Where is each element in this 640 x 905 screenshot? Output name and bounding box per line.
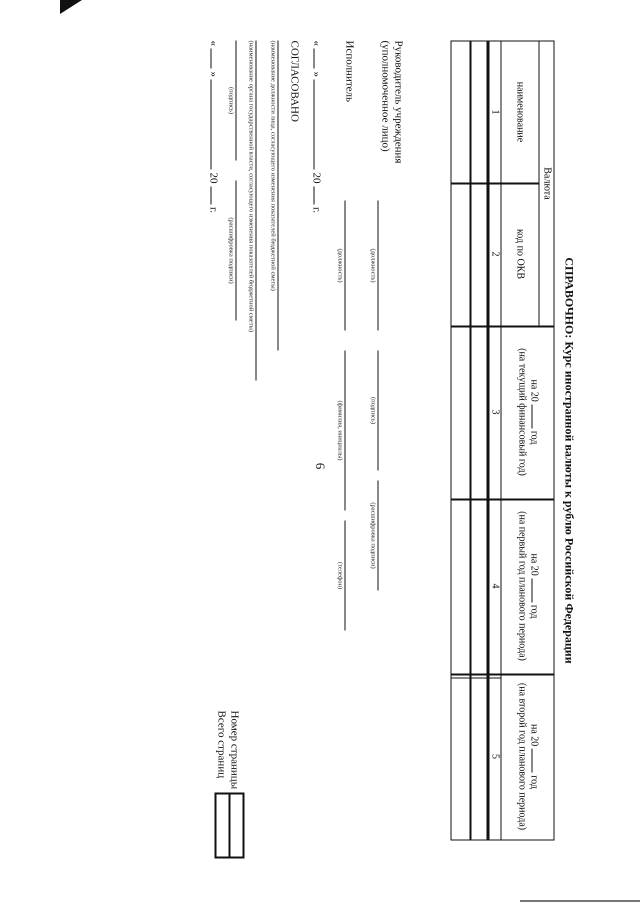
- agreed-signature-line: [235, 40, 236, 160]
- date-1: [309, 40, 322, 213]
- year-blank: [531, 404, 541, 428]
- col-header-current-year-desc: (на текущий финансовый год): [516, 347, 527, 476]
- agreed-position-line: [277, 40, 278, 350]
- agreed-signature-caption: (подпись): [227, 86, 234, 114]
- currency-group-header: Валюта: [541, 166, 552, 200]
- date-1-close: »: [310, 71, 322, 77]
- head-position-caption: (должность): [369, 247, 376, 283]
- col-header-name-text: наименование: [514, 81, 525, 142]
- executor-fio-caption: (фамилия, инициалы): [336, 400, 343, 460]
- page-number: 6: [313, 462, 328, 470]
- executor-phone-caption: (телефон): [336, 561, 343, 589]
- col-header-plan-year-1-suffix: год: [528, 604, 539, 618]
- page-counter-labels: [214, 710, 240, 790]
- col-number-4: 4: [489, 583, 500, 588]
- page-total-label: Всего страниц: [215, 710, 227, 778]
- executor-position-caption: (должность): [336, 247, 343, 283]
- date-2: [206, 40, 219, 213]
- head-position-line: [377, 200, 378, 330]
- date-2-year: 20: [207, 172, 219, 183]
- agreed-organ-caption: (наименование органа государственной власти, согласующего изменения показателей бюджетной сметы): [247, 40, 254, 332]
- page-counter-box: [214, 792, 244, 858]
- col-number-2: 2: [489, 251, 500, 256]
- date-2-suffix: г.: [207, 206, 219, 213]
- agreed-label: СОГЛАСОВАНО: [288, 40, 300, 122]
- col-header-name: [513, 41, 525, 182]
- col-header-plan-year-2: [515, 673, 541, 839]
- head-decoded-line: [377, 480, 378, 590]
- page-current-label: Номер страницы: [228, 710, 240, 789]
- col-header-plan-year-2-prefix: на 20: [528, 723, 539, 746]
- head-decoded-caption: (расшифровка подписи): [369, 501, 376, 569]
- form-title: СПРАВОЧНО: Курс иностранной валюты к рублю Российской Федерации: [562, 256, 576, 664]
- head-label: [378, 40, 404, 163]
- executor-label: Исполнитель: [343, 40, 355, 102]
- col-header-current-year-suffix: год: [528, 430, 539, 444]
- agreed-organ-line: [255, 40, 256, 380]
- col-number-1: 1: [489, 109, 500, 114]
- currency-rate-table: [450, 40, 554, 840]
- bottom-edge-rule: [520, 900, 640, 902]
- head-signature-line: [377, 350, 378, 470]
- col-header-okv-text: код по ОКВ: [514, 228, 525, 279]
- col-header-current-year-prefix: на 20: [528, 379, 539, 402]
- col-number-3: 3: [489, 409, 500, 414]
- head-label-line2: (уполномоченное лицо): [379, 40, 391, 152]
- year-blank: [531, 578, 541, 602]
- col-header-current-year: [515, 325, 541, 498]
- col-header-plan-year-1-prefix: на 20: [528, 553, 539, 576]
- head-label-line1: Руководитель учреждения: [392, 40, 404, 163]
- col-header-plan-year-1: [515, 498, 541, 673]
- col-header-plan-year-1-desc: (на первый год планового периода): [516, 510, 527, 661]
- col-header-plan-year-2-suffix: год: [528, 774, 539, 789]
- head-signature-caption: (подпись): [369, 396, 376, 424]
- executor-fio-line: [344, 350, 345, 510]
- date-2-close: »: [207, 71, 219, 77]
- date-1-open: «: [310, 40, 322, 46]
- page-counter-divider: [228, 794, 230, 856]
- year-blank: [531, 748, 541, 772]
- executor-position-line: [344, 200, 345, 330]
- col-header-okv: [513, 182, 525, 325]
- col-number-5: 5: [489, 753, 500, 759]
- data-row-divider: [469, 41, 471, 839]
- executor-phone-line: [344, 520, 345, 630]
- date-1-year: 20: [310, 172, 322, 183]
- agreed-decoded-caption: (расшифровка подписи): [227, 216, 234, 284]
- agreed-position-caption: (наименование должности лица, согласующего изменения показателей бюджетной сметы): [269, 40, 276, 291]
- date-2-open: «: [207, 40, 219, 46]
- agreed-decoded-line: [235, 180, 236, 320]
- col-header-plan-year-2-desc: (на второй год планового периода): [516, 682, 527, 830]
- date-1-suffix: г.: [310, 206, 322, 213]
